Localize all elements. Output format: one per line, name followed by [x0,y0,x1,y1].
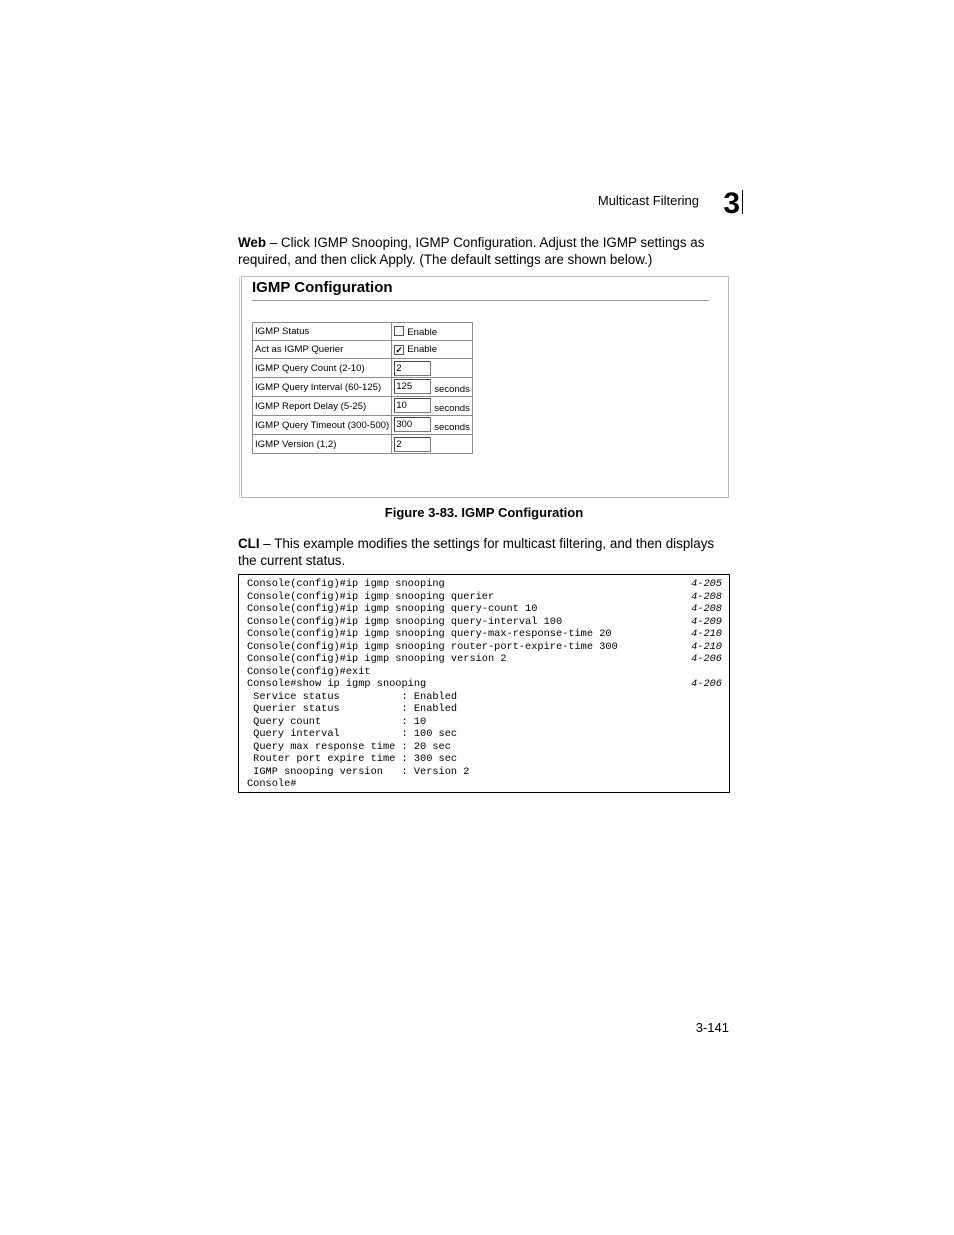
enable-checkbox[interactable] [394,345,404,355]
unit-label: seconds [434,403,470,415]
code-line [247,766,722,779]
code-line [247,653,722,666]
igmp-settings-table [252,322,473,454]
setting-input[interactable]: 300 [394,417,431,432]
code-line [247,741,722,754]
setting-value-cell [392,323,473,341]
figure-caption: Figure 3-83. IGMP Configuration [384,505,584,520]
setting-value-cell [392,416,473,435]
panel-title-rule [252,300,709,301]
code-text: Console(config)#ip igmp snooping router-port-expire-time 300 [247,640,618,653]
code-text: Query interval : 100 sec [247,728,458,740]
web-instructions [238,234,730,268]
checkbox-label: Enable [407,326,438,338]
header-rule [742,190,743,214]
code-text: Console#show ip igmp snooping [247,678,427,690]
code-text: Query count : 10 [247,715,427,728]
code-text: Console(config)#ip igmp snooping query-interval 100 [247,615,563,628]
code-text: Console(config)#ip igmp snooping [247,578,445,590]
unit-label: seconds [434,422,470,434]
setting-row [253,323,473,341]
panel-title: IGMP Configuration [252,279,393,296]
igmp-config-screenshot [241,276,729,498]
chapter-number: 3 [723,187,739,220]
cli-text: – This example modifies the settings for multicast filtering, and then displays the current status. [238,536,715,568]
cli-lead: CLI [238,536,260,551]
setting-input[interactable]: 2 [394,437,431,452]
setting-input[interactable]: 10 [394,398,431,413]
setting-row [253,378,473,397]
setting-label: Act as IGMP Querier [253,341,392,359]
code-text: Router port expire time : 300 sec [247,753,458,765]
panel-edge [239,277,240,498]
code-line [247,703,722,716]
command-page-ref: 4-210 [691,628,722,640]
web-text: – Click IGMP Snooping, IGMP Configuration. Adjust the IGMP settings as required, and then click Apply. (The default settings are shown below.) [238,235,705,267]
command-page-ref: 4-209 [691,615,722,628]
command-page-ref: 4-210 [691,640,722,653]
setting-value-cell [392,378,473,397]
code-text: IGMP snooping version : Version 2 [247,765,470,778]
code-text: Console(config)#ip igmp snooping query-count 10 [247,603,538,615]
section-title: Multicast Filtering [597,193,699,208]
command-page-ref: 4-208 [691,590,722,603]
setting-label: IGMP Version (1,2) [253,435,392,454]
command-page-ref: 4-208 [691,603,722,615]
code-text: Console(config)#ip igmp snooping querier [247,590,495,603]
setting-row [253,416,473,435]
code-text: Console(config)#ip igmp snooping version 2 [247,653,507,665]
setting-row [253,435,473,454]
web-lead: Web [238,235,267,250]
setting-label: IGMP Report Delay (5-25) [253,397,392,416]
setting-row [253,397,473,416]
code-line [247,678,722,691]
code-text: Query max response time : 20 sec [247,740,451,753]
code-text: Console# [247,778,297,790]
code-line [247,778,722,791]
command-page-ref: 4-206 [691,678,722,690]
code-line [247,716,722,729]
cli-example [238,574,730,793]
enable-checkbox[interactable] [394,326,404,336]
code-line [247,728,722,741]
setting-row [253,359,473,378]
setting-label: IGMP Query Count (2-10) [253,359,392,378]
setting-label: IGMP Query Interval (60-125) [253,378,392,397]
code-line [247,691,722,704]
code-text: Console(config)#ip igmp snooping query-max-response-time 20 [247,628,612,640]
setting-value-cell [392,341,473,359]
code-line [247,616,722,629]
code-line [247,641,722,654]
setting-value-cell [392,359,473,378]
command-page-ref: 4-205 [691,578,722,590]
setting-input[interactable]: 125 [394,379,431,394]
setting-value-cell [392,435,473,454]
code-text: Service status : Enabled [247,690,458,703]
setting-input[interactable]: 2 [394,361,431,376]
code-line [247,628,722,641]
code-line [247,603,722,616]
setting-value-cell [392,397,473,416]
code-line [247,753,722,766]
code-text: Console(config)#exit [247,665,371,678]
command-page-ref: 4-206 [691,653,722,665]
setting-label: IGMP Status [253,323,392,341]
checkbox-label: Enable [407,344,438,355]
code-text: Querier status : Enabled [247,703,458,715]
code-line [247,591,722,604]
unit-label: seconds [434,384,470,396]
setting-label: IGMP Query Timeout (300-500) [253,416,392,435]
code-line [247,666,722,679]
code-line [247,578,722,591]
page-number: 3-141 [695,1020,729,1035]
setting-row [253,341,473,359]
cli-instructions [238,535,730,569]
running-header [560,187,743,220]
